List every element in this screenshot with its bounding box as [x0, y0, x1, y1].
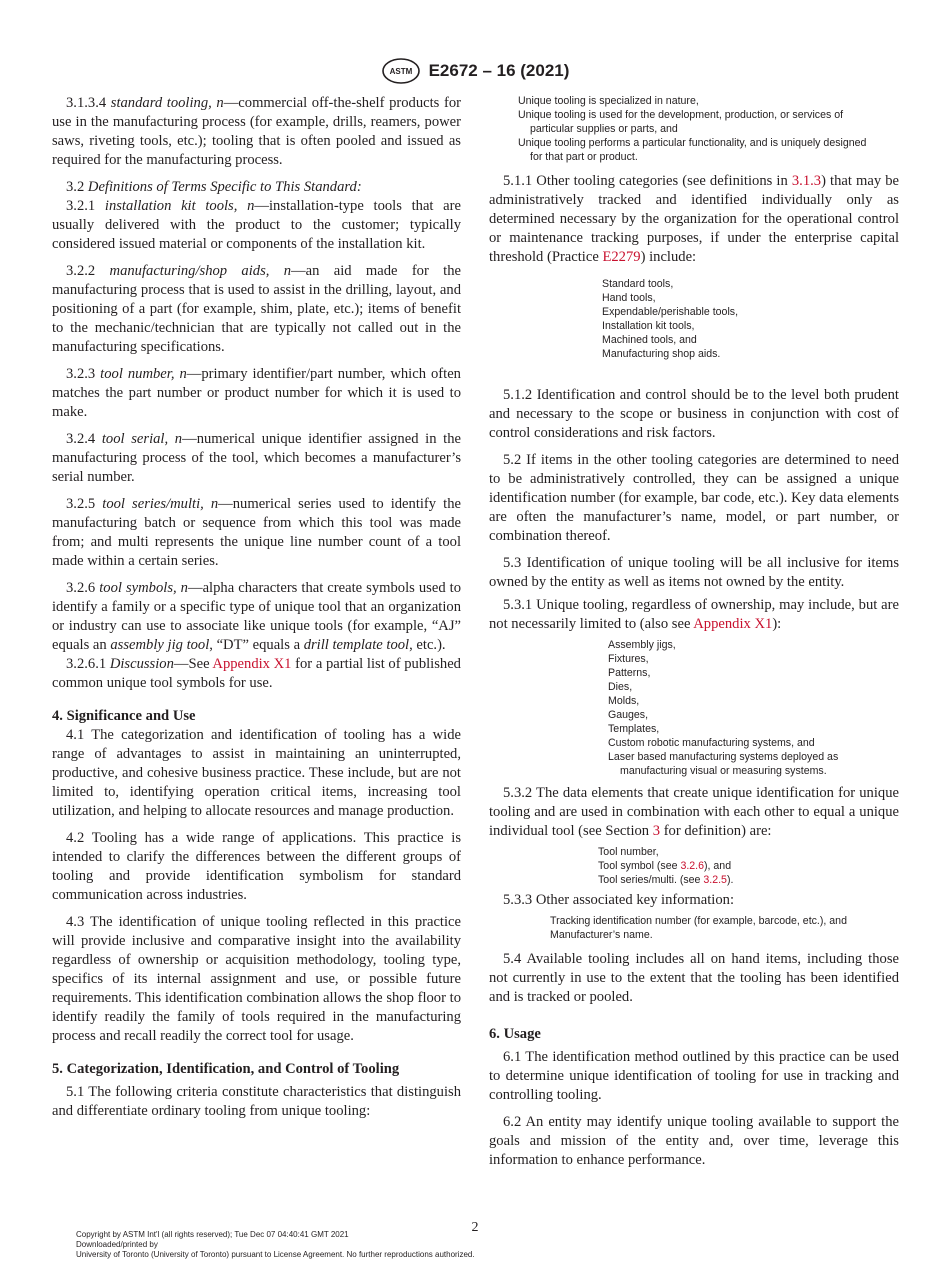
para-3-2-6: 3.2.6 tool symbols, n—alpha characters that create symbols used to identify a family or a specific type of unique tool that an organization or industry can use to associate like unique tools (for example, “AJ” equals an assembly jig tool, “DT” equals a drill template tool, etc.). [52, 580, 461, 653]
para-3-2-1: 3.2.1 installation kit tools, n—installation-type tools that are usually delivered with the product to the customer; typically considered issued material or components of the installation kit. [52, 198, 461, 252]
list-item: Custom robotic manufacturing systems, and [608, 737, 815, 749]
list-item: Laser based manufacturing systems deployed as manufacturing visual or measuring systems. [608, 751, 839, 777]
list-item: Templates, [608, 723, 660, 735]
para-5-3-1: 5.3.1 Unique tooling, regardless of ownership, may include, but are not necessarily limited to (also see Appendix X1): [489, 597, 899, 632]
key-info: Tracking identification number (for example, barcode, etc.), and Manufacturer’s name. [550, 915, 847, 941]
list-item: Dies, [608, 681, 633, 693]
list-item: Gauges, [608, 709, 649, 721]
para-3-1-3-4: 3.1.3.4 standard tooling, n—commercial off-the-shelf products for use in the manufacturing process (for example, drills, reamers, power saws, riveting tools, etc.); tooling that is often pooled and issued as required for the manufacturing process. [52, 95, 462, 168]
list-item: Manufacturing shop aids. [602, 348, 721, 360]
list-item: Fixtures, [608, 653, 649, 665]
footer-line: Copyright by ASTM Int'l (all rights reserved); Tue Dec 07 04:40:41 GMT 2021 [76, 1230, 349, 1239]
para-5-3-3: 5.3.3 Other associated key information: [503, 892, 735, 908]
section-3-link[interactable]: 3 [652, 823, 661, 839]
list-item: Hand tools, [602, 292, 656, 304]
other-categories-list [489, 277, 899, 361]
ref-3-1-3-link[interactable]: 3.1.3 [791, 173, 822, 189]
para-6-2: 6.2 An entity may identify unique tooling available to support the goals and mission of the entity and, over time, leverage this information to enhance performance. [489, 1114, 899, 1168]
footer-line: University of Toronto (University of Toronto) pursuant to License Agreement. No further reproductions authorized. [76, 1250, 475, 1259]
para-6-1: 6.1 The identification method outlined by this practice can be used to determine unique identification of tooling for use in tracking and controlling tooling. [489, 1049, 899, 1103]
page-header [0, 58, 950, 84]
list-item: Patterns, [608, 667, 651, 679]
para-4-2: 4.2 Tooling has a wide range of applications. This practice is intended to clarify the differences between the different groups of tooling and provide identification symbolism for standard communication across industries. [52, 830, 461, 903]
ref-3-2-5-link[interactable]: 3.2.5 [703, 874, 727, 886]
list-item: Molds, [608, 695, 640, 707]
para-4-3: 4.3 The identification of unique tooling reflected in this practice will provide inclusive and comparative insight into the availability regardless of ownership or acquisition methodology, tooling type, specifics of its internal assignment and use, or possible future requirements. This identification combination allows the shop floor to identify readily the family of tools required in the manufacturing process and recall readily the correct tool for usage. [52, 914, 461, 1044]
para-3-2: 3.2 Definitions of Terms Specific to This Standard: [66, 179, 362, 195]
footer [76, 1230, 475, 1260]
para-3-2-2: 3.2.2 manufacturing/shop aids, n—an aid made for the manufacturing process that is used to assist in the drilling, layout, and positioning of a part (for example, shim, plate, etc.); items of benefit to the mechanic/technician that are typically not called out in the manufacturing specifications. [52, 263, 461, 355]
right-column [489, 94, 899, 1170]
section-4-heading: 4. Significance and Use [52, 708, 196, 724]
unique-items-list [489, 638, 899, 778]
list-item: Expendable/perishable tools, [602, 306, 739, 318]
para-5-3-2: 5.3.2 The data elements that create unique identification for unique tooling and are used in combination with each other to equal a unique individual tool (see Section 3 for definition) are: [489, 785, 899, 839]
list-item: Unique tooling performs a particular functionality, and is uniquely designed for that part or product. [518, 137, 867, 163]
para-3-2-5: 3.2.5 tool series/multi, n—numerical series used to identify the manufacturing batch or sequence from which this tool was made from; and multi represents the unique line number count of a tool made within a certain series. [52, 496, 461, 569]
ref-3-2-6-link[interactable]: 3.2.6 [680, 860, 704, 872]
appendix-x1-link[interactable]: Appendix X1 [693, 616, 773, 632]
list-item: Standard tools, [602, 278, 674, 290]
criteria-list [489, 94, 899, 164]
list-item: Installation kit tools, [602, 320, 695, 332]
para-5-1-2: 5.1.2 Identification and control should be to the level both prudent and necessary to the scope or business in conjunction with cost of control considerations and risk factors. [489, 387, 899, 441]
para-5-1: 5.1 The following criteria constitute characteristics that distinguish and differentiate ordinary tooling from unique tooling: [52, 1084, 461, 1119]
e2279-link[interactable]: E2279 [602, 249, 641, 265]
para-4-1: 4.1 The categorization and identification of tooling has a wide range of advantages to assist in maintaining an uninterrupted, productive, and cohesive business practice. These include, but are not limited to, identifying operation critical items, increasing tool utilization, and helping to allocate resources and manage production. [52, 727, 461, 819]
designation: E2672 – 16 (2021) [428, 61, 570, 80]
list-item: Machined tools, and [602, 334, 697, 346]
left-column [52, 94, 461, 1121]
list-item: Assembly jigs, [608, 639, 676, 651]
para-3-2-4: 3.2.4 tool serial, n—numerical unique identifier assigned in the manufacturing process of the tool, which becomes a manufacturer’s serial number. [52, 431, 462, 485]
page-number: 2 [471, 1220, 479, 1235]
list-item: Tool symbol (see 3.2.6), and [598, 860, 732, 872]
logo-text: ASTM [389, 67, 412, 76]
data-elements-list [489, 845, 899, 887]
para-5-1-1: 5.1.1 Other tooling categories (see definitions in 3.1.3) that may be administratively tracked and identified individually only as determined necessary by the organization for the operational control or maintenance tracking purposes, if under the enterprise capital threshold (Practice E2279) include: [489, 173, 899, 265]
para-3-2-6-1: 3.2.6.1 Discussion—See Appendix X1 for a partial list of published common unique tool symbols for use. [52, 656, 461, 691]
para-5-4: 5.4 Available tooling includes all on hand items, including those not currently in use to the extent that the tooling has been identified and is tracked or pooled. [489, 951, 899, 1005]
para-5-3: 5.3 Identification of unique tooling will be all inclusive for items owned by the entity as well as items not owned by the entity. [489, 555, 899, 590]
section-6-heading: 6. Usage [489, 1026, 541, 1042]
para-5-2: 5.2 If items in the other tooling categories are determined to need to be administratively controlled, they can be assigned a unique identification number (for example, bar code, etc.). Key data elements are often the manufacturer’s name, model, or part number, or combination thereof. [489, 452, 899, 544]
appendix-x1-link[interactable]: Appendix X1 [212, 656, 292, 672]
list-item: Unique tooling is used for the development, production, or services of particular supplies or parts, and [518, 109, 844, 135]
list-item: Tool number, [598, 846, 659, 858]
astm-logo-icon [381, 58, 421, 84]
para-3-2-3: 3.2.3 tool number, n—primary identifier/part number, which often matches the part number or product number for which it is used to make. [52, 366, 461, 420]
list-item: Tool series/multi. (see 3.2.5). [598, 874, 734, 886]
list-item: Unique tooling is specialized in nature, [518, 95, 699, 107]
footer-line: Downloaded/printed by [76, 1240, 158, 1249]
section-5-heading: 5. Categorization, Identification, and Control of Tooling [52, 1061, 400, 1077]
